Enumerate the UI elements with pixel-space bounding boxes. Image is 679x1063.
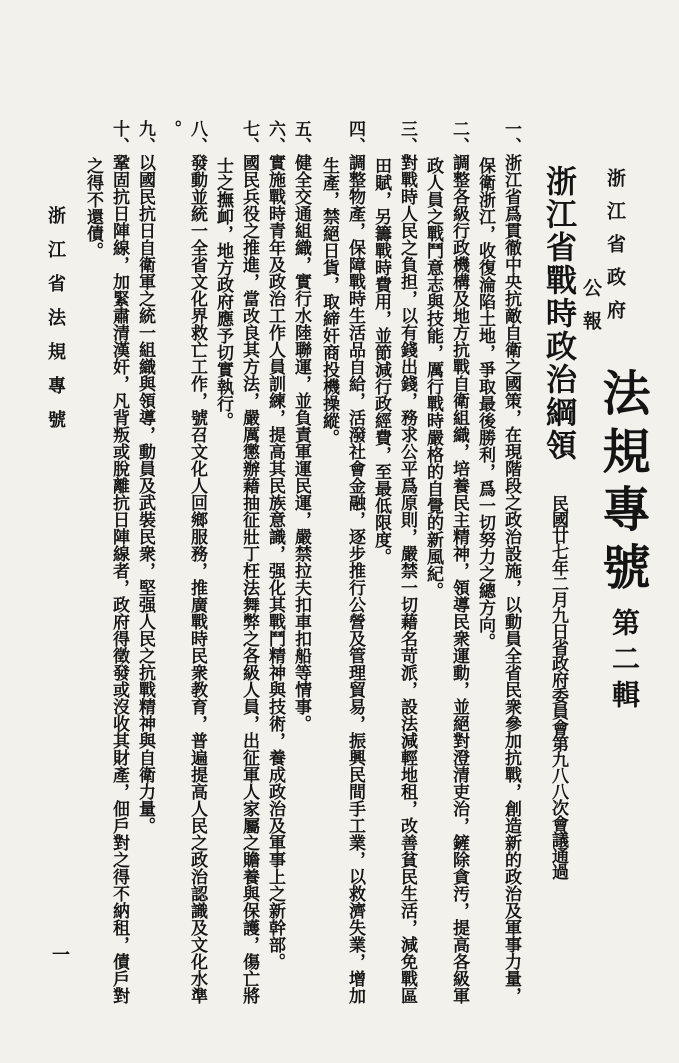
article-7-line-1: 七、國民兵役之推進，當改良其方法，嚴厲懲辦藉抽征壯丁枉法舞弊之各級人員，出征軍人家屬之贍養與保護，傷亡將 bbox=[239, 120, 259, 1004]
date-note: 民國廿七年二月九日省政府委員會第九八八次會議通過 bbox=[548, 495, 568, 879]
article-7-line-2: 士之撫卹，地方政府應予切實執行。 bbox=[213, 157, 233, 429]
article-10-line-1: 十、鞏固抗日陣線，加緊肅清漢奸，凡背叛或脫離抗日陣線者，政府得徵發或沒收其財產，佃戶對之得不納租，債戶對 bbox=[109, 120, 129, 1004]
article-2-line-2: 政人員之戰鬥意志與技能，厲行戰時嚴格的自覺的新風紀。 bbox=[423, 157, 443, 599]
document-title: 浙江省戰時政治綱領 bbox=[540, 165, 576, 462]
article-10-line-2: 之得不還債。 bbox=[83, 157, 103, 259]
publisher-suffix: 公報 bbox=[580, 278, 602, 344]
article-1-line-2: 保衛浙江，收復淪陷土地，爭取最後勝利，爲一切努力之總方向。 bbox=[475, 157, 495, 650]
running-title: 浙江省法規專號 bbox=[45, 206, 66, 444]
publisher-name: 浙江省政府 bbox=[604, 168, 626, 333]
article-1-line-1: 一、浙江省爲貫徹中央抗敵自衛之國策，在現階段之政治設施，以動員全省民衆參加抗戰，創造新的政治及軍事力量， bbox=[501, 120, 521, 1004]
article-6-line-1: 六、實施戰時青年及政治工作人員訓練，提高其民族意識，强化其戰鬥精神與技術，養成政治及軍事上之新幹部。 bbox=[265, 120, 285, 970]
article-4-line-2: 生產，禁絕日貨，取締奸商投機操縱。 bbox=[319, 157, 339, 446]
article-4-line-1: 四、調整物產，保障戰時生活品自給，活潑社會金融，逐步推行公營及管理貿易，振興民間手工業，以救濟失業，增加 bbox=[345, 120, 365, 1004]
series-title: 法規專號 bbox=[594, 368, 650, 600]
article-3-line-1: 三、對戰時人民之負担，以有錢出錢，務求公平爲原則，嚴禁一切藉名苛派，設法減輕地租，改善貧民生活，減免戰區 bbox=[397, 120, 417, 1004]
article-8-line-2: 。 bbox=[161, 120, 181, 137]
article-2-line-1: 二、調整各級行政機構及地方抗戰自衛組織，培養民主精神，領導民衆運動，並絕對澄清吏治，鏟除貪汚，提高各級軍 bbox=[449, 120, 469, 1004]
article-5-line-1: 五、健全交通組織，實行水陸聯運，並負責軍運民運，嚴禁拉夫扣車扣船等情事。 bbox=[291, 120, 311, 732]
article-8-line-1: 八、發動並統一全省文化界救亡工作，號召文化人回鄉服務，推廣戰時民衆教育，普遍提高人民之政治認識及文化水準 bbox=[187, 120, 207, 1004]
issue-label: 第二輯 bbox=[608, 608, 641, 716]
page-number: 一 bbox=[49, 945, 70, 963]
article-3-line-2: 田賦，另籌戰時費用，並節減行政經費，至最低限度。 bbox=[371, 157, 391, 565]
article-9-line-1: 九、以國民抗日自衛軍之統一組織與領導，動員及武裝民衆，堅强人民之抗戰精神與自衛力量。 bbox=[135, 120, 155, 834]
